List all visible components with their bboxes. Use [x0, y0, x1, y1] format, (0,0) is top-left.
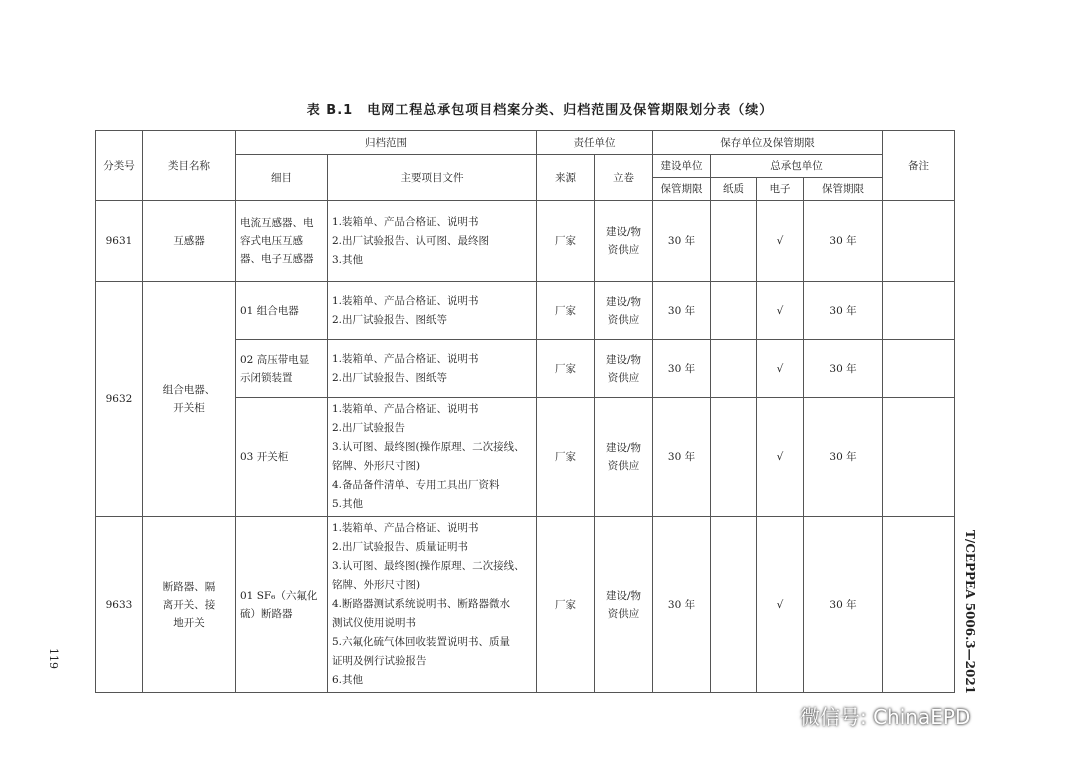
period-build-cell: 30 年 — [653, 282, 711, 340]
filing-cell: 建设/物 资供应 — [595, 282, 653, 340]
remark-cell — [883, 282, 955, 340]
table-row — [96, 517, 955, 693]
header-electronic: 电子 — [757, 178, 804, 201]
remark-cell — [883, 517, 955, 693]
paper-cell — [711, 517, 757, 693]
header-responsible-unit: 责任单位 — [537, 131, 653, 155]
files-cell: 1.装箱单、产品合格证、说明书 2.出厂试验报告、图纸等 — [328, 340, 537, 398]
item-cell: 01 组合电器 — [236, 282, 328, 340]
header-construction-unit: 建设单位 — [653, 155, 711, 178]
filing-cell: 建设/物 资供应 — [595, 340, 653, 398]
paper-cell — [711, 201, 757, 282]
electronic-check: √ — [757, 201, 804, 282]
filing-cell: 建设/物 资供应 — [595, 398, 653, 517]
period-epc-cell: 30 年 — [804, 398, 883, 517]
wechat-icon — [760, 702, 794, 730]
period-epc-cell: 30 年 — [804, 201, 883, 282]
filing-cell: 建设/物 资供应 — [595, 517, 653, 693]
header-retention-period-2: 保管期限 — [804, 178, 883, 201]
item-cell: 01 SF₆（六氟化 硫）断路器 — [236, 517, 328, 693]
item-cell: 02 高压带电显 示闭锁装置 — [236, 340, 328, 398]
electronic-check: √ — [757, 398, 804, 517]
table-row — [96, 282, 955, 340]
electronic-check: √ — [757, 517, 804, 693]
source-cell: 厂家 — [537, 340, 595, 398]
header-epc-unit: 总承包单位 — [711, 155, 883, 178]
header-item: 细目 — [236, 155, 328, 201]
table-title: 表 B.1 电网工程总承包项目档案分类、归档范围及保管期限划分表（续） — [306, 103, 774, 118]
page-number: 119 — [47, 648, 60, 669]
header-retention-period: 保管期限 — [653, 178, 711, 201]
header-main-files: 主要项目文件 — [328, 155, 537, 201]
category-code: 9633 — [96, 517, 143, 693]
electronic-check: √ — [757, 282, 804, 340]
period-epc-cell: 30 年 — [804, 282, 883, 340]
item-cell: 电流互感器、电 容式电压互感 器、电子互感器 — [236, 201, 328, 282]
header-remarks: 备注 — [883, 131, 955, 201]
period-build-cell: 30 年 — [653, 517, 711, 693]
watermark-text: 微信号: ChinaEPD — [800, 705, 971, 729]
category-code: 9632 — [96, 282, 143, 517]
period-build-cell: 30 年 — [653, 398, 711, 517]
header-paper: 纸质 — [711, 178, 757, 201]
table-row — [96, 201, 955, 282]
files-cell: 1.装箱单、产品合格证、说明书 2.出厂试验报告、图纸等 — [328, 282, 537, 340]
category-name: 断路器、隔 离开关、接 地开关 — [143, 517, 236, 693]
source-cell: 厂家 — [537, 282, 595, 340]
header-category-no: 分类号 — [96, 131, 143, 201]
files-cell: 1.装箱单、产品合格证、说明书 2.出厂试验报告、认可图、最终图 3.其他 — [328, 201, 537, 282]
header-archive-scope: 归档范围 — [236, 131, 537, 155]
paper-cell — [711, 398, 757, 517]
filing-cell: 建设/物 资供应 — [595, 201, 653, 282]
period-epc-cell: 30 年 — [804, 340, 883, 398]
paper-cell — [711, 282, 757, 340]
period-build-cell: 30 年 — [653, 201, 711, 282]
files-cell: 1.装箱单、产品合格证、说明书 2.出厂试验报告、质量证明书 3.认可图、最终图(操作原理、二次接线、 铭牌、外形尺寸图) 4.断路器测试系统说明书、断路器微水 测试仪使用说明书 5.六氟化硫气体回收装置说明书、质量 证明及例行试验报告 6.其他 — [328, 517, 537, 693]
category-name: 组合电器、 开关柜 — [143, 282, 236, 517]
period-epc-cell: 30 年 — [804, 517, 883, 693]
standard-number: T/CEPPEA 5006.3—2021 — [963, 530, 977, 695]
source-cell: 厂家 — [537, 398, 595, 517]
remark-cell — [883, 340, 955, 398]
paper-cell — [711, 340, 757, 398]
remark-cell — [883, 398, 955, 517]
electronic-check: √ — [757, 340, 804, 398]
header-retention: 保存单位及保管期限 — [653, 131, 883, 155]
item-cell: 03 开关柜 — [236, 398, 328, 517]
header-filing: 立卷 — [595, 155, 653, 201]
source-cell: 厂家 — [537, 517, 595, 693]
category-code: 9631 — [96, 201, 143, 282]
source-cell: 厂家 — [537, 201, 595, 282]
header-category-name: 类目名称 — [143, 131, 236, 201]
wechat-watermark — [760, 701, 970, 730]
header-source: 来源 — [537, 155, 595, 201]
category-name: 互感器 — [143, 201, 236, 282]
archive-table — [95, 130, 955, 693]
period-build-cell: 30 年 — [653, 340, 711, 398]
files-cell: 1.装箱单、产品合格证、说明书 2.出厂试验报告 3.认可图、最终图(操作原理、二次接线、 铭牌、外形尺寸图) 4.备品备件清单、专用工具出厂资料 5.其他 — [328, 398, 537, 517]
remark-cell — [883, 201, 955, 282]
